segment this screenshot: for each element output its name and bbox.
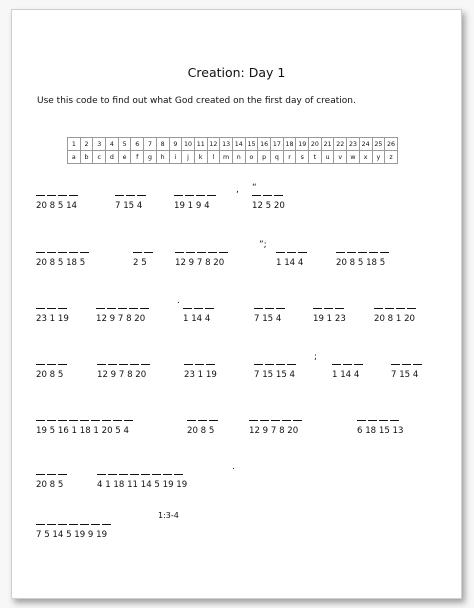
letter-blank[interactable] (379, 420, 388, 421)
code-number-cell: 23 (347, 138, 360, 151)
letter-blank[interactable] (58, 308, 67, 309)
code-numbers: 2 5 (133, 258, 147, 268)
code-numbers: 23 1 19 (184, 370, 217, 380)
letter-blank[interactable] (265, 308, 274, 309)
letter-blank[interactable] (69, 420, 78, 421)
letter-blank[interactable] (174, 195, 183, 196)
letter-blank[interactable] (369, 252, 378, 253)
code-letter-cell: t (309, 151, 322, 164)
letter-blank[interactable] (357, 420, 366, 421)
code-numbers: 20 8 5 (36, 480, 64, 490)
puzzle-word (97, 463, 188, 499)
instructions: Use this code to find out what God created on the first day of creation. (37, 96, 356, 106)
letter-blank[interactable] (313, 308, 322, 309)
puzzle-word (252, 184, 285, 220)
letter-blank[interactable] (293, 420, 302, 421)
letter-blank[interactable] (276, 252, 285, 253)
letter-blank[interactable] (207, 195, 216, 196)
letter-blank[interactable] (36, 364, 45, 365)
puzzle-word (175, 241, 230, 277)
letter-blank[interactable] (152, 474, 161, 475)
scripture-reference: 1:3-4 (158, 511, 179, 520)
puzzle-word (36, 409, 135, 445)
letter-blank[interactable] (126, 195, 135, 196)
puzzle-line (12, 184, 422, 220)
code-letter-cell: e (118, 151, 131, 164)
code-number-cell: 5 (118, 138, 131, 151)
code-numbers: 20 8 5 (187, 426, 215, 436)
puzzle-line (12, 353, 422, 389)
code-numbers: 12 9 7 8 20 (249, 426, 299, 436)
puzzle-word (36, 184, 80, 220)
code-numbers: 12 5 20 (252, 201, 285, 211)
page-title: Creation: Day 1 (187, 65, 286, 80)
letter-blank[interactable] (58, 474, 67, 475)
letter-blank[interactable] (91, 524, 100, 525)
code-numbers: 4 1 18 11 14 5 19 19 (97, 480, 188, 490)
letter-blank[interactable] (47, 252, 56, 253)
letter-blank[interactable] (263, 195, 272, 196)
puzzle-line (12, 513, 422, 549)
code-number-cell: 10 (182, 138, 195, 151)
code-letter-cell: o (245, 151, 258, 164)
code-number-cell: 12 (207, 138, 220, 151)
code-numbers: 12 9 7 8 20 (96, 314, 146, 324)
letter-blank[interactable] (47, 524, 56, 525)
letter-blank[interactable] (343, 364, 352, 365)
letter-blank[interactable] (274, 195, 283, 196)
letter-blank[interactable] (133, 252, 142, 253)
letter-blank[interactable] (347, 252, 356, 253)
letter-blank[interactable] (69, 195, 78, 196)
puzzle-word (276, 241, 309, 277)
code-numbers: 7 15 4 (391, 370, 419, 380)
punctuation-mark: . (232, 462, 235, 472)
code-letter-row (68, 151, 398, 164)
code-number-cell: 8 (156, 138, 169, 151)
letter-blank[interactable] (80, 524, 89, 525)
letter-blank[interactable] (402, 364, 411, 365)
code-letter-cell: m (220, 151, 233, 164)
code-numbers: 20 8 5 14 (36, 201, 78, 211)
puzzle-word (174, 184, 218, 220)
letter-blank[interactable] (194, 308, 203, 309)
code-letter-cell: h (156, 151, 169, 164)
code-number-cell: 24 (359, 138, 372, 151)
code-numbers: 7 5 14 5 19 9 19 (36, 530, 108, 540)
letter-blank[interactable] (115, 195, 124, 196)
code-letter-cell: y (372, 151, 385, 164)
letter-blank[interactable] (368, 420, 377, 421)
letter-blank[interactable] (252, 195, 261, 196)
letter-blank[interactable] (118, 308, 127, 309)
punctuation-mark: ; (314, 352, 318, 362)
letter-blank[interactable] (141, 474, 150, 475)
letter-blank[interactable] (298, 252, 307, 253)
letter-blank[interactable] (130, 364, 139, 365)
letter-blank[interactable] (58, 364, 67, 365)
letter-blank[interactable] (254, 308, 263, 309)
puzzle-word (36, 353, 69, 389)
code-number-cell: 4 (106, 138, 119, 151)
puzzle-word (36, 463, 69, 499)
puzzle-word (357, 409, 404, 445)
letter-blank[interactable] (195, 364, 204, 365)
code-numbers: 19 1 9 4 (174, 201, 210, 211)
letter-blank[interactable] (174, 474, 183, 475)
letter-blank[interactable] (260, 420, 269, 421)
puzzle-word (254, 297, 287, 333)
letter-blank[interactable] (47, 195, 56, 196)
code-letter-cell: j (182, 151, 195, 164)
letter-blank[interactable] (287, 364, 296, 365)
letter-blank[interactable] (271, 420, 280, 421)
punctuation-mark: “ (252, 183, 257, 193)
code-letter-cell: w (347, 151, 360, 164)
letter-blank[interactable] (36, 420, 45, 421)
code-letter-cell: a (68, 151, 81, 164)
letter-blank[interactable] (36, 524, 45, 525)
code-letter-cell: l (207, 151, 220, 164)
letter-blank[interactable] (332, 364, 341, 365)
letter-blank[interactable] (413, 364, 422, 365)
letter-blank[interactable] (137, 195, 146, 196)
code-letter-cell: d (106, 151, 119, 164)
code-number-cell: 15 (245, 138, 258, 151)
code-numbers: 7 15 4 (115, 201, 143, 211)
letter-blank[interactable] (287, 252, 296, 253)
letter-blank[interactable] (208, 252, 217, 253)
code-number-row (68, 138, 398, 151)
puzzle-word (332, 353, 365, 389)
letter-blank[interactable] (47, 364, 56, 365)
code-numbers: 6 18 15 13 (357, 426, 404, 436)
code-number-cell: 2 (80, 138, 93, 151)
letter-blank[interactable] (276, 308, 285, 309)
letter-blank[interactable] (102, 524, 111, 525)
puzzle-line (12, 409, 422, 445)
letter-blank[interactable] (163, 474, 172, 475)
letter-blank[interactable] (96, 308, 105, 309)
code-letter-cell: i (169, 151, 182, 164)
letter-blank[interactable] (407, 308, 416, 309)
letter-blank[interactable] (385, 308, 394, 309)
puzzle-word (336, 241, 391, 277)
code-numbers: 20 8 5 18 5 (36, 258, 86, 268)
code-letter-cell: x (359, 151, 372, 164)
letter-blank[interactable] (91, 420, 100, 421)
letter-blank[interactable] (58, 195, 67, 196)
letter-blank[interactable] (198, 420, 207, 421)
letter-blank[interactable] (58, 252, 67, 253)
code-numbers: 19 5 16 1 18 1 20 5 4 (36, 426, 129, 436)
letter-blank[interactable] (249, 420, 258, 421)
letter-blank[interactable] (97, 364, 106, 365)
letter-blank[interactable] (185, 195, 194, 196)
letter-blank[interactable] (69, 252, 78, 253)
code-numbers: 7 15 15 4 (254, 370, 296, 380)
letter-blank[interactable] (47, 474, 56, 475)
letter-blank[interactable] (80, 420, 89, 421)
letter-blank[interactable] (108, 364, 117, 365)
puzzle-word (254, 353, 298, 389)
worksheet-page (11, 9, 462, 599)
code-numbers: 19 1 23 (313, 314, 346, 324)
letter-blank[interactable] (119, 474, 128, 475)
letter-blank[interactable] (391, 364, 400, 365)
code-letter-cell: f (131, 151, 144, 164)
letter-blank[interactable] (196, 195, 205, 196)
puzzle-word (313, 297, 346, 333)
letter-blank[interactable] (80, 252, 89, 253)
letter-blank[interactable] (265, 364, 274, 365)
code-number-cell: 17 (271, 138, 284, 151)
code-numbers: 23 1 19 (36, 314, 69, 324)
puzzle-word (184, 353, 217, 389)
letter-blank[interactable] (187, 420, 196, 421)
letter-blank[interactable] (336, 252, 345, 253)
code-numbers: 1 14 4 (183, 314, 211, 324)
code-number-cell: 14 (232, 138, 245, 151)
code-numbers: 20 8 5 18 5 (336, 258, 386, 268)
letter-blank[interactable] (69, 524, 78, 525)
puzzle-word (391, 353, 424, 389)
punctuation-mark: . (177, 296, 180, 306)
code-letter-cell: s (296, 151, 309, 164)
letter-blank[interactable] (113, 420, 122, 421)
letter-blank[interactable] (396, 308, 405, 309)
letter-blank[interactable] (254, 364, 263, 365)
code-numbers: 7 15 4 (254, 314, 282, 324)
code-number-cell: 13 (220, 138, 233, 151)
letter-blank[interactable] (144, 252, 153, 253)
letter-blank[interactable] (47, 308, 56, 309)
letter-blank[interactable] (186, 252, 195, 253)
code-letter-cell: q (271, 151, 284, 164)
code-numbers: 1 14 4 (276, 258, 304, 268)
letter-blank[interactable] (209, 420, 218, 421)
code-number-cell: 22 (334, 138, 347, 151)
letter-blank[interactable] (374, 308, 383, 309)
code-letter-cell: z (385, 151, 398, 164)
letter-blank[interactable] (205, 308, 214, 309)
code-letter-cell: k (194, 151, 207, 164)
letter-blank[interactable] (197, 252, 206, 253)
letter-blank[interactable] (175, 252, 184, 253)
letter-blank[interactable] (141, 364, 150, 365)
code-numbers: 12 9 7 8 20 (175, 258, 225, 268)
punctuation-mark: ”; (259, 240, 267, 250)
letter-blank[interactable] (107, 308, 116, 309)
code-number-cell: 21 (321, 138, 334, 151)
letter-blank[interactable] (183, 308, 192, 309)
puzzle-word (249, 409, 304, 445)
puzzle-line (12, 463, 422, 499)
letter-blank[interactable] (36, 474, 45, 475)
code-letter-cell: p (258, 151, 271, 164)
code-letter-cell: c (93, 151, 106, 164)
letter-blank[interactable] (36, 308, 45, 309)
letter-blank[interactable] (58, 420, 67, 421)
code-number-cell: 20 (309, 138, 322, 151)
letter-blank[interactable] (358, 252, 367, 253)
puzzle-word (97, 353, 152, 389)
letter-blank[interactable] (97, 474, 106, 475)
punctuation-mark: , (236, 185, 239, 195)
puzzle-word (115, 184, 148, 220)
letter-blank[interactable] (130, 474, 139, 475)
code-numbers: 12 9 7 8 20 (97, 370, 147, 380)
letter-blank[interactable] (47, 420, 56, 421)
letter-blank[interactable] (354, 364, 363, 365)
code-number-cell: 16 (258, 138, 271, 151)
letter-blank[interactable] (102, 420, 111, 421)
puzzle-word (183, 297, 216, 333)
code-numbers: 20 8 5 (36, 370, 64, 380)
letter-blank[interactable] (36, 195, 45, 196)
code-number-cell: 3 (93, 138, 106, 151)
code-number-cell: 6 (131, 138, 144, 151)
letter-blank[interactable] (124, 420, 133, 421)
puzzle-word (36, 513, 113, 549)
puzzle-word (36, 297, 69, 333)
code-letter-cell: v (334, 151, 347, 164)
puzzle-word (36, 241, 91, 277)
letter-blank[interactable] (335, 308, 344, 309)
code-letter-cell: b (80, 151, 93, 164)
code-number-cell: 7 (144, 138, 157, 151)
code-number-cell: 11 (194, 138, 207, 151)
letter-blank[interactable] (58, 524, 67, 525)
code-table (67, 137, 398, 164)
code-number-cell: 18 (283, 138, 296, 151)
letter-blank[interactable] (324, 308, 333, 309)
letter-blank[interactable] (206, 364, 215, 365)
code-letter-cell: r (283, 151, 296, 164)
letter-blank[interactable] (380, 252, 389, 253)
code-numbers: 20 8 1 20 (374, 314, 416, 324)
puzzle-line (12, 297, 422, 333)
letter-blank[interactable] (129, 308, 138, 309)
code-letter-cell: n (232, 151, 245, 164)
letter-blank[interactable] (276, 364, 285, 365)
code-number-cell: 25 (372, 138, 385, 151)
letter-blank[interactable] (140, 308, 149, 309)
puzzle-word (187, 409, 220, 445)
code-letter-cell: u (321, 151, 334, 164)
letter-blank[interactable] (36, 252, 45, 253)
puzzle-line (12, 241, 422, 277)
letter-blank[interactable] (219, 252, 228, 253)
letter-blank[interactable] (108, 474, 117, 475)
letter-blank[interactable] (282, 420, 291, 421)
code-number-cell: 9 (169, 138, 182, 151)
code-numbers: 1 14 4 (332, 370, 360, 380)
puzzle-word (133, 241, 155, 277)
letter-blank[interactable] (184, 364, 193, 365)
puzzle-word (96, 297, 151, 333)
letter-blank[interactable] (390, 420, 399, 421)
code-letter-cell: g (144, 151, 157, 164)
code-number-cell: 26 (385, 138, 398, 151)
code-number-cell: 19 (296, 138, 309, 151)
letter-blank[interactable] (119, 364, 128, 365)
code-number-cell: 1 (68, 138, 81, 151)
puzzle-word (374, 297, 418, 333)
